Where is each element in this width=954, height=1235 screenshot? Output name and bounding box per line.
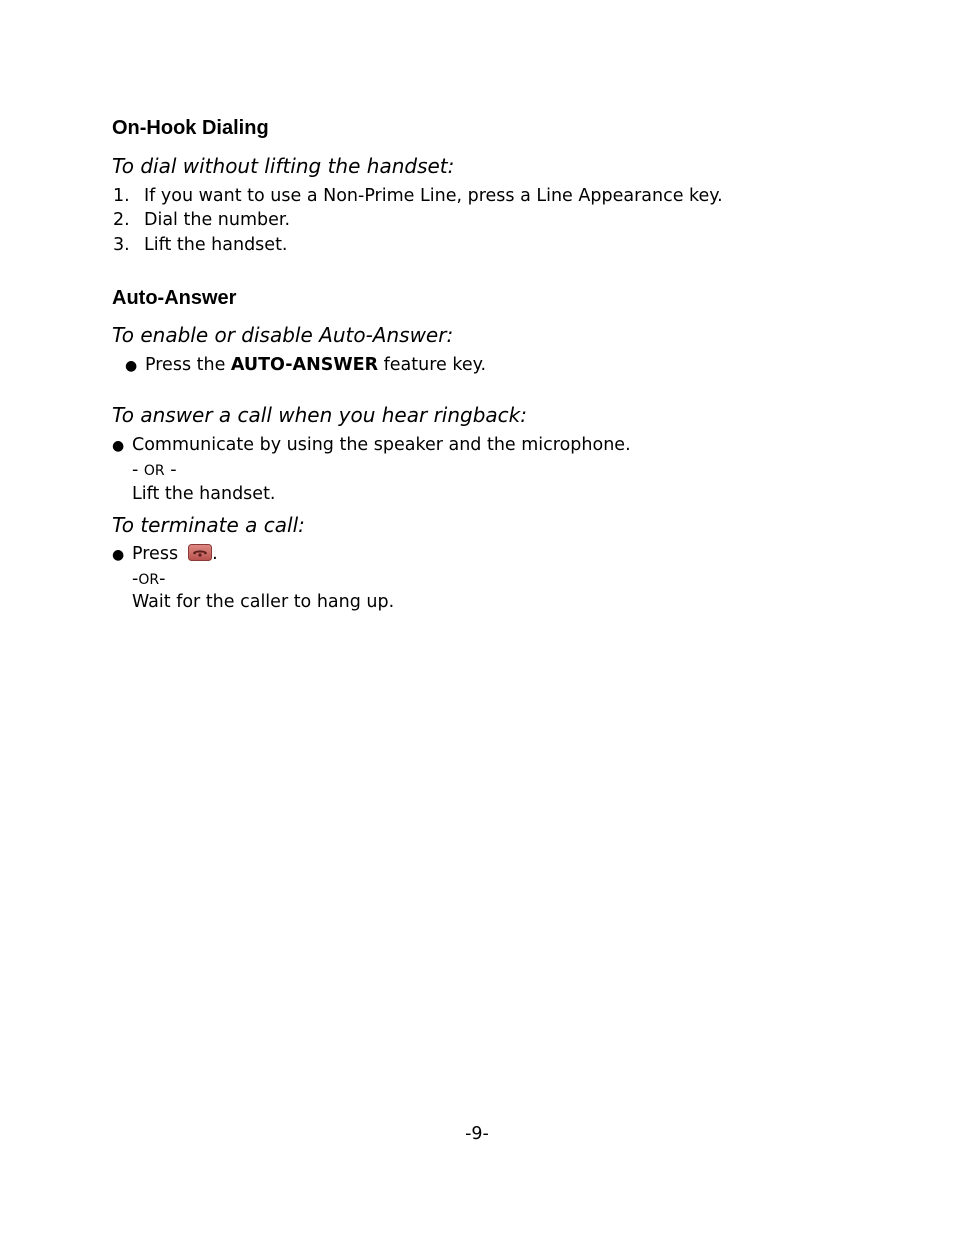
press-suffix: .	[212, 544, 218, 564]
bullet-terminate	[132, 542, 218, 566]
bullet-prefix: Press the	[145, 355, 231, 375]
or-dash: -	[132, 569, 139, 589]
step-1	[113, 184, 723, 208]
step-number: 3.	[113, 235, 130, 255]
step-text: If you want to use a Non-Prime Line, press a Line Appearance key.	[144, 186, 723, 206]
step-2	[113, 208, 290, 232]
or-separator	[132, 567, 165, 592]
bullet-icon: ●	[112, 438, 125, 454]
step-text: Lift the handset.	[144, 235, 288, 255]
bullet-icon: ●	[125, 358, 138, 374]
alt-answer-text: Lift the handset.	[132, 484, 276, 504]
step-number: 1.	[113, 186, 130, 206]
or-dash: -	[132, 460, 144, 480]
hang-up-key-icon	[188, 544, 212, 561]
step-text: Dial the number.	[144, 210, 291, 230]
bullet-icon: ●	[112, 547, 125, 563]
or-separator	[132, 458, 177, 483]
heading-auto-answer: Auto-Answer	[112, 287, 237, 309]
intro-on-hook-dialing: To dial without lifting the handset:	[112, 154, 455, 178]
bullet-suffix: feature key.	[378, 355, 487, 375]
step-number: 2.	[113, 210, 130, 230]
step-3	[113, 233, 288, 257]
feature-key-name: AUTO-ANSWER	[230, 355, 379, 375]
bullet-answer: Communicate by using the speaker and the microphone.	[132, 435, 631, 455]
heading-on-hook-dialing: On-Hook Dialing	[112, 117, 269, 139]
or-word: OR	[143, 463, 165, 479]
or-dash: -	[159, 569, 166, 589]
bullet-auto-answer	[145, 353, 486, 377]
intro-auto-answer: To enable or disable Auto-Answer:	[112, 323, 454, 347]
page-number: -9-	[465, 1124, 489, 1144]
intro-answer-ringback: To answer a call when you hear ringback:	[112, 403, 527, 427]
or-word: OR	[138, 572, 160, 588]
intro-terminate-call: To terminate a call:	[112, 513, 305, 537]
alt-terminate-text: Wait for the caller to hang up.	[132, 592, 395, 612]
or-dash: -	[164, 460, 177, 480]
press-label: Press	[132, 544, 179, 564]
